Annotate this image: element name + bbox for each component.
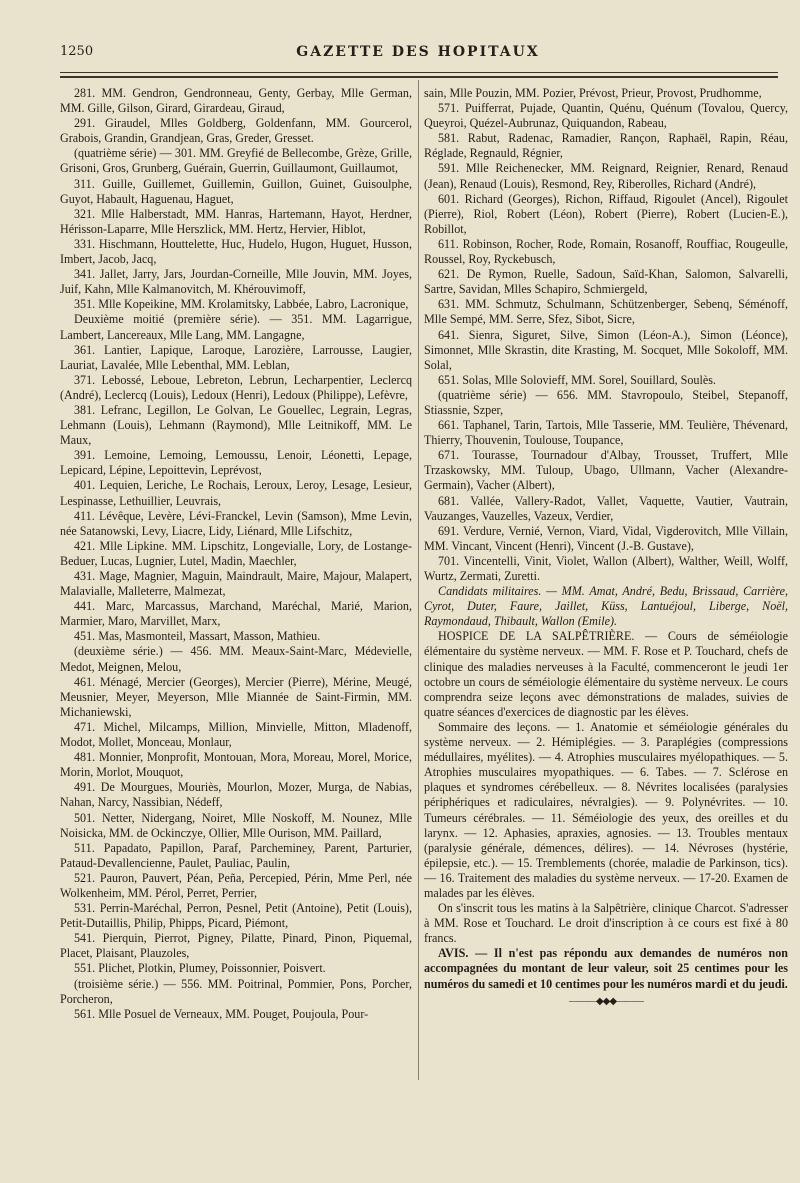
paragraph: 391. Lemoine, Lemoing, Lemoussu, Lenoir, Léonetti, Lepage, Lepicard, Lépine, Lepoittevin, Leprévost, [60,448,412,478]
paragraph: 341. Jallet, Jarry, Jars, Jourdan-Corneille, Mlle Jouvin, MM. Joyes, Juif, Kahn, Mlle Kalmanovitch, M. Khérouvimoff, [60,267,412,297]
paragraph: Deuxième moitié (première série). — 351. MM. Lagarrigue, Lambert, Lancereaux, Mlle Lang, MM. Langagne, [60,312,412,342]
end-ornament: ———◆◆◆——— [568,995,644,1007]
paragraph: 511. Papadato, Papillon, Paraf, Parchemineу, Parent, Parturier, Pataud-Devallencienne, Paulet, Pauliac, Paulin, [60,840,412,870]
paragraph: 551. Plichet, Plotkin, Plumey, Poissonnier, Poisvert. [74,961,326,976]
paragraph: 321. Mlle Halberstadt, MM. Hanras, Hartemann, Hayot, Herdner, Hérisson-Laparre, Mlle Herszlick, MM. Hertz, Hervier, Hiblot, [60,206,412,236]
registration-info: On s'inscrit tous les matins à la Salpêtrière, clinique Charcot. S'adresser à MM. Rose et Touchard. Le droit d'inscription à ce cours est fixé à 80 francs. [424,901,788,946]
paragraph: 541. Pierquin, Pierrot, Pigney, Pilatte, Pinard, Pinon, Piquemal, Placet, Plaisant, Plauzoles, [60,931,412,961]
paragraph: 361. Lantier, Lapique, Laroque, Larozière, Larrousse, Laugier, Lauriat, Lavalée, Mlle Lebenthal, MM. Leblan, [60,342,412,372]
paragraph: 311. Guille, Guillemet, Guillemin, Guillon, Guinet, Guisoulphe, Guyot, Habault, Haguenau, Haguet, [60,176,412,206]
page-number: 1250 [60,44,94,59]
paragraph: 381. Lefranc, Legillon, Le Golvan, Le Gouellec, Legrain, Legras, Lehmann (Louis), Lehmann (Raymond), Mlle Leitnikoff, MM. Le Maux, [60,402,412,448]
paragraph: 481. Monnier, Monprofit, Montouan, Mora, Moreau, Morel, Morice, Morin, Morlot, Mouquot, [60,750,412,780]
paragraph: 411. Lévêque, Levère, Lévi-Franckel, Levin (Samson), Mme Levin, née Satanowski, Levy, Liacre, Lidy, Liénard, Mlle Lifschitz, [60,508,412,538]
paragraph: 611. Robinson, Rocher, Rode, Romain, Rosanoff, Rouffiac, Rougeulle, Roussel, Roy, Ryckebusch, [424,236,788,267]
paragraph: sain, Mlle Pouzin, MM. Pozier, Prévost, Prieur, Provost, Prudhomme, [424,86,762,100]
paragraph: 431. Mage, Magnier, Maguin, Maindrault, Maire, Majour, Malapert, Malavialle, Malleterre, Malmezat, [60,569,412,599]
paragraph: 691. Verdure, Vernié, Vernon, Viard, Vidal, Vigderovitch, Mlle Villain, MM. Vincant, Vincent (Henri), Vincent (J.-B. Gustave), [424,523,788,553]
paragraph: 331. Hischmann, Houttelette, Huc, Hudelo, Hugon, Huguet, Husson, Imbert, Jacob, Jacq, [60,236,412,267]
paragraph: (troisième série.) — 556. MM. Poitrinal, Pommier, Pons, Porcher, Porcheron, [60,976,412,1006]
paragraph: 681. Vallée, Vallery-Radot, Vallet, Vaquette, Vautier, Vautrain, Vauzanges, Vauzelles, Vazeux, Verdier, [424,493,788,523]
paragraph: 561. Mlle Posuel de Verneaux, MM. Pouget, Poujoula, Pour- [74,1006,369,1021]
page-header [60,44,776,66]
paragraph: 421. Mlle Lipkine. MM. Lipschitz, Longevialle, Lory, de Lostange-Beduer, Lucas, Lugnier, Lutel, Madin, Maechler, [60,538,412,568]
paragraph: 521. Pauron, Pauvert, Péan, Peña, Percepied, Périn, Mme Perl, née Wolkenheim, MM. Pérol, Perret, Perrier, [60,870,412,900]
paragraph: 601. Richard (Georges), Richon, Riffaud, Rigoulet (Ancel), Rigoulet (Pierre), Riol, Robert (Léon), Robert (Pierre), Robert (Lucien-E.), Robillot, [424,191,788,236]
paragraph: 571. Puifferrat, Pujade, Quantin, Quénu, Quénum (Tovalou, Quercy, Queyroi, Quézel-Aubrunaz, Quiquandon, Rabeau, [424,101,788,131]
paragraph: 291. Giraudel, Mlles Goldberg, Goldenfann, MM. Gourcerol, Grabois, Grandin, Grandjean, Gras, Greder, Gresset. [60,116,412,146]
left-column [60,86,412,1022]
paragraph: 451. Mas, Masmonteil, Massart, Masson, Mathieu. [74,629,321,644]
paragraph: 531. Perrin-Maréchal, Perron, Pesnel, Petit (Antoine), Petit (Louis), Petit-Dutaillis, Philip, Phipps, Picard, Piémont, [60,901,412,931]
paragraph: (deuxième série.) — 456. MM. Meaux-Saint-Marc, Médevielle, Medot, Meignen, Melou, [60,644,412,674]
journal-title: GAZETTE DES HOPITAUX [296,44,540,60]
paragraph: 371. Lebossé, Leboue, Lebreton, Lebrun, Lecharpentier, Leclercq (André), Leclercq (Louis), Ledoux (Henri), Ledoux (Philippe), Lefèvre, [60,372,412,402]
paragraph: 471. Michel, Milcamps, Million, Minvielle, Mitton, Mladenoff, Modot, Mollet, Monceau, Monlaur, [60,719,412,750]
paragraph: 641. Sienra, Siguret, Silve, Simon (Léon-A.), Simon (Léonce), Simonnet, Mlle Skrastin, dite Krasting, M. Socquet, Mlle Sokoloff, MM. Solal, [424,327,788,372]
candidats-militaires-paragraph: Candidats militaires. — MM. Amat, André, Bedu, Brissaud, Carrière, Cyrot, Duter, Faure, Jaillet, Küss, Lantuéjoul, Liberge, Noël, Raymondaud, Thibault, Wallon (Emile). [424,584,788,629]
paragraph: 671. Tourasse, Tournadour d'Albay, Trousset, Truffert, Mlle Trzaskowsky, MM. Tuloup, Ubago, Ullmann, Vacher (Alexandre-Germain), Vacher (Albert), [424,448,788,493]
paragraph: 631. MM. Schmutz, Schulmann, Schützenberger, Sebenq, Séménoff, Mlle Sempé, MM. Serre, Sfez, Sibot, Sicre, [424,297,788,327]
header-rule-thin [60,72,778,73]
paragraph: 651. Solas, Mlle Solovieff, MM. Sorel, Souillard, Soulès. [438,372,716,387]
paragraph: 501. Netter, Nidergang, Noiret, Mlle Noskoff, M. Nounez, Mlle Noisicka, MM. de Ockinczye, Ollier, Mlle Ourison, MM. Paillard, [60,810,412,840]
paragraph: (quatrième série) — 301. MM. Greyfié de Bellecombe, Grèze, Grille, Grisoni, Gros, Grunberg, Guérain, Guerrin, Guillaumont, Guillaumot, [60,146,412,176]
salpetriere-announcement: HOSPICE DE LA SALPÊTRIÈRE. — Cours de séméiologie élémentaire du système nerveux. — MM. F. Rose et P. Touchard, chefs de clinique des maladies nerveuses à la Faculté, commenceront le jeudi 1er octobre un cours de séméiologie élémentaire du système nerveux. Le cours comprendra seize leçons avec démonstrations de malades, suivies de quatre séances d'exercices de diagnostic par les élèves. [424,629,788,719]
paragraph: 401. Lequien, Leriche, Le Rochais, Leroux, Leroy, Lesage, Lesieur, Lespinasse, Lethuillier, Leuvrais, [60,478,412,508]
paragraph: 461. Ménagé, Mercier (Georges), Mercier (Pierre), Mérine, Meugé, Meusnier, Meyer, Meyerson, Mlle Miannée de Saint-Firmin, MM. Michaniewski, [60,674,412,719]
column-divider [418,80,419,1080]
paragraph: 491. De Mourgues, Mouriès, Mourlon, Mozer, Murga, de Nabias, Nahan, Narcy, Nassibian, Nédeff, [60,780,412,810]
lesson-summary: Sommaire des leçons. — 1. Anatomie et séméiologie générales du système nerveux. — 2. Hémiplégies. — 3. Paraplégies (compressions médullaires, myélites). — 4. Atrophies musculaires myélopathiques. — 5. Atrophies musculaires myopathiques. — 6. Tabes. — 7. Sclérose en plaques et syndromes cérébelleux. — 8. Névrites localisées (paralysies périphériques et radiculaires, névralgies). — 9. Polynévrites. — 10. Tumeurs cérébrales. — 11. Séméiologie des yeux, des oreilles et du larynx. — 12. Aphasies, apraxies, agnosies. — 13. Troubles mentaux (paralysie générale, démences, délires). — 14. Névroses (hystérie, épilepsie, etc.). — 15. Tremblements (chorée, maladie de Parkinson, tics). — 16. Traitement des maladies du système nerveux. — 17-20. Examen de malades par les élèves. [424,719,788,900]
paragraph: 351. Mlle Kopeikine, MM. Krolamitsky, Labbée, Labro, Lacronique, [74,297,409,312]
paragraph: 701. Vincentelli, Vinit, Violet, Wallon (Albert), Walther, Weill, Wolff, Wurtz, Zermati, Zuretti. [424,553,788,583]
paragraph: 591. Mlle Reichenecker, MM. Reignard, Reignier, Renard, Renaud (Jean), Renaud (Louis), Resmond, Rey, Riberolles, Richard (André), [424,161,788,191]
paragraph: 661. Taphanel, Tarin, Tartois, Mlle Tasserie, MM. Teulière, Thévenard, Thierry, Thouvenin, Toulouse, Toupance, [424,418,788,448]
paragraph: 621. De Rymon, Ruelle, Sadoun, Saïd-Khan, Salomon, Salvarelli, Sartre, Savidan, Mlles Schapiro, Schmiergeld, [424,267,788,297]
notice-paragraph: AVIS. — Il n'est pas répondu aux demandes de numéros non accompagnées du montant de leur valeur, soit 25 centimes pour les numéros du samedi et 10 centimes pour les numéros mardi et du jeudi. [424,946,788,991]
paragraph: 281. MM. Gendron, Gendronneau, Genty, Gerbay, Mlle German, MM. Gille, Gilson, Girard, Girardeau, Giraud, [60,86,412,116]
paragraph: (quatrième série) — 656. MM. Stavropoulo, Steibel, Stepanoff, Stiassnie, Szper, [424,387,788,417]
header-rule-thick [60,76,778,78]
right-column [424,86,788,1009]
paragraph: 441. Marc, Marcassus, Marchand, Maréchal, Marié, Marion, Marmier, Maro, Marvillet, Marx, [60,599,412,629]
paragraph: 581. Rabut, Radenac, Ramadier, Rançon, Raphaël, Rapin, Réau, Réglade, Regnauld, Régnier, [424,131,788,161]
